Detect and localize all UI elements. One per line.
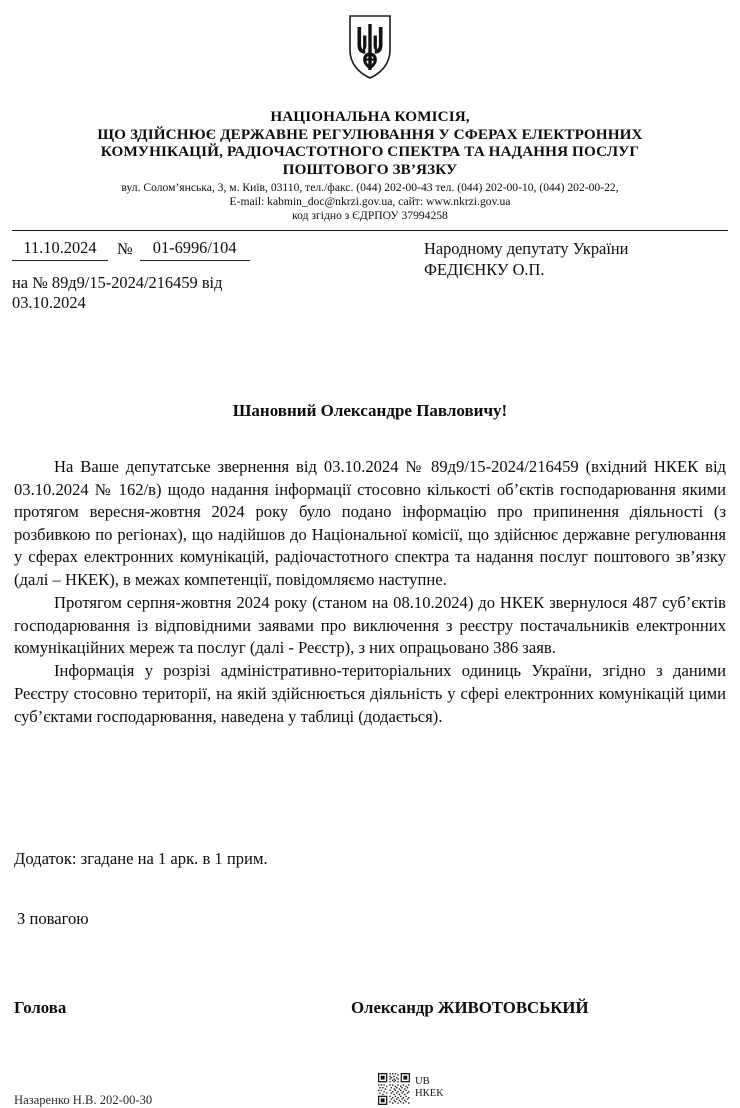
signatory-name: Олександр ЖИВОТОВСЬКИЙ [351, 998, 589, 1017]
qr-code-icon [377, 1072, 411, 1106]
organization-edrpou-code: код згідно з ЄДРПОУ 37994258 [292, 209, 448, 223]
organization-title [0, 108, 740, 178]
organization-contacts [0, 181, 740, 209]
incoming-reference-line-2: 03.10.2024 [12, 293, 86, 312]
incoming-reference-line-1: на № 89д9/15-2024/216459 від [12, 273, 223, 292]
letterhead [0, 108, 740, 223]
signature-block [14, 998, 726, 1018]
qr-code-caption [415, 1072, 443, 1100]
incoming-reference [12, 273, 392, 313]
appendix-note: Додаток: згадане на 1 арк. в 1 прим. [14, 849, 268, 868]
closing-regards: З повагою [17, 909, 89, 928]
signatory-role: Голова [14, 998, 67, 1017]
organization-title-line-2: ЩО ЗДІЙСНЮЄ ДЕРЖАВНЕ РЕГУЛЮВАННЯ У СФЕРАХ ЕЛЕКТРОННИХ [97, 125, 643, 143]
qr-caption-line-2: НКЕК [415, 1088, 444, 1099]
emblem-container [0, 14, 740, 80]
body-paragraph-3: Інформація у розрізі адміністративно-територіальних одиниць України, згідно з даними Реєстру стосовно території, на якій здійснюється діяльність у сфері електронних комунікацій цими суб’єктами господарювання, наведена у таблиці (додається). [14, 661, 726, 726]
organization-email-line: E-mail: kabmin_doc@nkrzi.gov.ua, сайт: www.nkrzi.gov.ua [229, 195, 511, 209]
ukraine-coat-of-arms-tryzub-icon [347, 14, 393, 80]
addressee-line-1: Народному депутату України [424, 239, 629, 258]
body-paragraph-2: Протягом серпня-жовтня 2024 року (станом на 08.10.2024) до НКЕК звернулося 487 суб’єктів господарювання із відповідними заявами про виключення з реєстру постачальників електронних комунікаційних мереж та послуг (далі - Реєстр), з них опрацьовано 386 заяв. [14, 593, 726, 658]
salutation: Шановний Олександре Павловичу! [232, 401, 508, 420]
letter-body [14, 456, 726, 728]
organization-title-line-3: КОМУНІКАЦІЙ, РАДІОЧАСТОТНОГО СПЕКТРА ТА НАДАННЯ ПОСЛУГ [100, 143, 640, 161]
number-symbol: № [117, 239, 133, 258]
addressee-block [424, 238, 724, 280]
qr-code-block [377, 1072, 443, 1106]
executor-contact: Назаренко Н.В. 202-00-30 [14, 1093, 153, 1107]
organization-address-line: вул. Солом’янська, 3, м. Київ, 03110, тел./факс. (044) 202-00-43 тел. (044) 202-00-10, (044) 202-00-22, [121, 181, 619, 195]
header-divider [12, 230, 728, 231]
qr-caption-line-1: UB [415, 1076, 430, 1087]
organization-title-line-4: ПОШТОВОГО ЗВ’ЯЗКУ [282, 160, 458, 178]
addressee-line-2: ФЕДІЄНКУ О.П. [424, 260, 545, 279]
document-number: 01-6996/104 [140, 237, 250, 261]
organization-title-line-1: НАЦІОНАЛЬНА КОМІСІЯ, [270, 108, 470, 125]
reference-block [12, 237, 392, 313]
document-date: 11.10.2024 [12, 237, 108, 261]
outgoing-reference-line [12, 237, 392, 261]
body-paragraph-1: На Ваше депутатське звернення від 03.10.2024 № 89д9/15-2024/216459 (вхідний НКЕК від 03.10.2024 № 162/в) щодо надання інформації стосовно кількості об’єктів господарювання якими протягом вересня-жовтня 2024 року було подано інформацію про припинення діяльності (з розбивкою по регіонах), що надійшов до Національної комісії, що здійснює державне регулювання у сферах електронних комунікацій, радіочастотного спектра та надання послуг поштового зв’язку (далі – НКЕК), в межах компетенції, повідомляємо наступне. [14, 457, 726, 589]
